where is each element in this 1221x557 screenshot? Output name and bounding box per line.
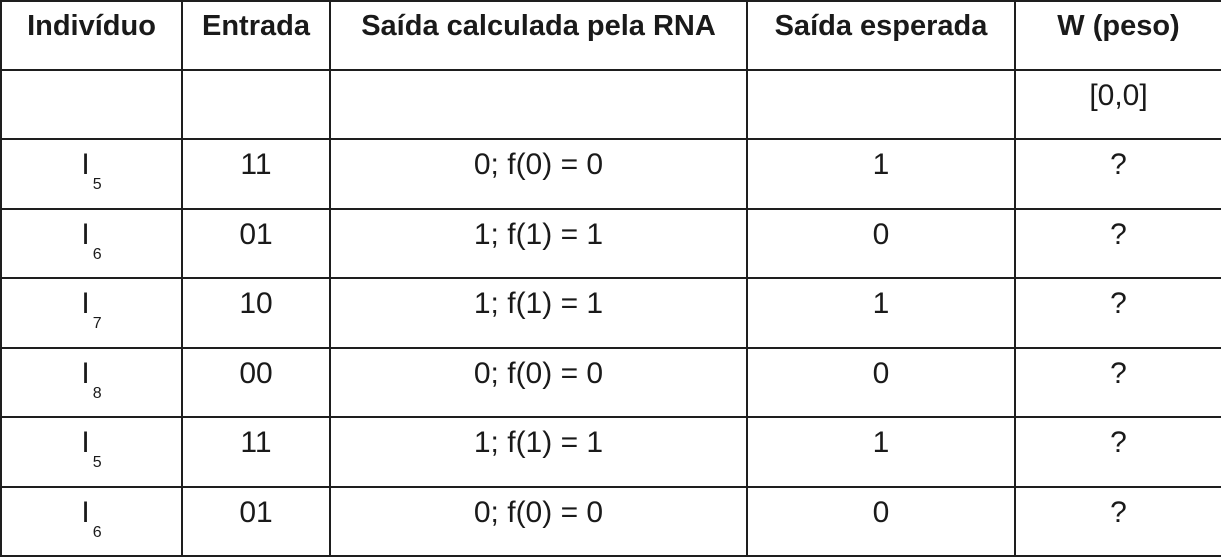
individuo-cell bbox=[1, 278, 182, 347]
individuo-index: 6 bbox=[92, 245, 102, 263]
saida-esperada-cell: 1 bbox=[747, 139, 1015, 208]
peso-cell: ? bbox=[1015, 139, 1221, 208]
table-row bbox=[1, 278, 1221, 347]
individuo-index: 7 bbox=[92, 315, 102, 333]
table-row bbox=[1, 417, 1221, 486]
saida-esperada-cell: 1 bbox=[747, 417, 1015, 486]
saida-esperada-cell: 0 bbox=[747, 348, 1015, 417]
saida-esperada-cell: 0 bbox=[747, 487, 1015, 556]
individuo-label: $I_5$ bbox=[81, 426, 102, 472]
entrada-cell: 01 bbox=[182, 487, 330, 556]
saida-esperada-cell: 0 bbox=[747, 209, 1015, 278]
individuo-label: $I_8$ bbox=[81, 356, 102, 402]
peso-cell: ? bbox=[1015, 209, 1221, 278]
entrada-cell: 01 bbox=[182, 209, 330, 278]
individuo-label: $I_6$ bbox=[81, 495, 102, 541]
saida-calculada-cell: 1; f(1) = 1 bbox=[330, 417, 747, 486]
initial-individuo-cell bbox=[1, 70, 182, 139]
individuo-index: 6 bbox=[92, 523, 102, 541]
saida-esperada-cell: 1 bbox=[747, 278, 1015, 347]
saida-calculada-cell: 1; f(1) = 1 bbox=[330, 278, 747, 347]
individuo-cell bbox=[1, 348, 182, 417]
individuo-index: 5 bbox=[92, 176, 102, 194]
header-entrada: Entrada bbox=[182, 1, 330, 70]
individuo-cell bbox=[1, 417, 182, 486]
peso-cell: ? bbox=[1015, 417, 1221, 486]
entrada-cell: 11 bbox=[182, 139, 330, 208]
individuo-label: $I_5$ bbox=[81, 148, 102, 194]
individuo-cell bbox=[1, 487, 182, 556]
individuo-index: 5 bbox=[92, 454, 102, 472]
header-saida-esperada: Saída esperada bbox=[747, 1, 1015, 70]
individuo-cell bbox=[1, 209, 182, 278]
table-row bbox=[1, 487, 1221, 556]
header-individuo: Indivíduo bbox=[1, 1, 182, 70]
entrada-cell: 10 bbox=[182, 278, 330, 347]
initial-saida-esperada-cell bbox=[747, 70, 1015, 139]
header-peso: W (peso) bbox=[1015, 1, 1221, 70]
saida-calculada-cell: 0; f(0) = 0 bbox=[330, 348, 747, 417]
initial-peso-cell: [0,0] bbox=[1015, 70, 1221, 139]
table-row bbox=[1, 139, 1221, 208]
header-row bbox=[1, 1, 1221, 70]
individuo-cell bbox=[1, 139, 182, 208]
header-saida-calculada: Saída calculada pela RNA bbox=[330, 1, 747, 70]
entrada-cell: 11 bbox=[182, 417, 330, 486]
individuo-label: $I_6$ bbox=[81, 217, 102, 263]
table-row bbox=[1, 348, 1221, 417]
initial-weight-row bbox=[1, 70, 1221, 139]
saida-calculada-cell: 0; f(0) = 0 bbox=[330, 139, 747, 208]
peso-cell: ? bbox=[1015, 487, 1221, 556]
saida-calculada-cell: 0; f(0) = 0 bbox=[330, 487, 747, 556]
entrada-cell: 00 bbox=[182, 348, 330, 417]
individuo-index: 8 bbox=[92, 384, 102, 402]
individuo-label: $I_7$ bbox=[81, 287, 102, 333]
initial-saida-calculada-cell bbox=[330, 70, 747, 139]
saida-calculada-cell: 1; f(1) = 1 bbox=[330, 209, 747, 278]
peso-cell: ? bbox=[1015, 348, 1221, 417]
initial-entrada-cell bbox=[182, 70, 330, 139]
table-row bbox=[1, 209, 1221, 278]
peso-cell: ? bbox=[1015, 278, 1221, 347]
